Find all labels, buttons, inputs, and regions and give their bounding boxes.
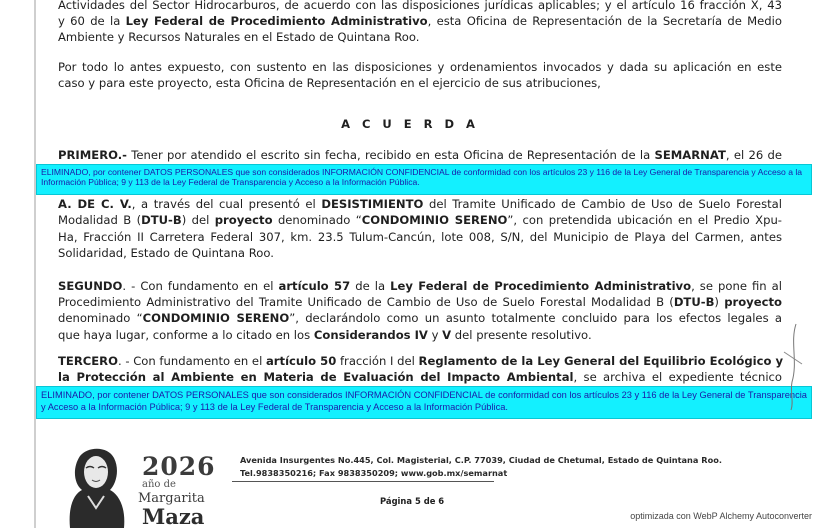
expuesto-line-2: caso y para este proyecto, esta Oficina de Representación en el ejercicio de sus atribuciones,	[58, 76, 601, 90]
intro-line-2: y 60 de la Ley Federal de Procedimiento Administrativo, esta Oficina de Representación de la Secretaría de Medio	[58, 14, 782, 28]
page-number: Página 5 de 6	[380, 496, 445, 506]
pen-mark-icon	[782, 322, 804, 412]
primero-line-2: A. DE C. V., a través del cual presentó el DESISTIMIENTO del Tramite Unificado de Cambio de Uso de Suelo Forestal	[58, 197, 782, 211]
footer-address: Avenida Insurgentes No.445, Col. Magisterial, C.P. 77039, Ciudad de Chetumal, Estado de Quintana Roo.	[240, 455, 722, 465]
footer-contact: Tel.9838350216; Fax 9838350209; www.gob.mx/semarnat	[240, 468, 508, 478]
redaction-box-2: ELIMINADO, por contener DATOS PERSONALES que son considerados INFORMACIÓN CONFIDENCIAL de conformidad con los artículos 23 y 116 de la Ley General de Transparencia y Acceso a la Información Pública; 9 y 113 de la Ley Federal de Transparencia y Acceso a la Información Pública.	[36, 386, 812, 419]
tercero-line-1: TERCERO. - Con fundamento en el artículo 50 fracción I del Reglamento de la Ley General del Equilibrio Ecológico y	[58, 354, 784, 368]
expuesto-line-1: Por todo lo antes expuesto, con sustento en las disposiciones y ordenamientos invocados y dada su aplicación en este	[58, 60, 782, 74]
acuerda-heading: A C U E R D A	[341, 117, 479, 131]
segundo-line-2: Procedimiento Administrativo del Tramite Unificado de Cambio de Uso de Suelo Forestal Modalidad B (DTU-B) proyecto	[58, 295, 782, 309]
primero-line-4: Ha, Fracción II Carretera Federal 307, km. 23.5 Tulum-Cancún, lote 008, S/N, del Municipio de Playa del Carmen, antes	[58, 230, 782, 244]
scan-edge	[34, 0, 36, 528]
segundo-line-3: denominado “CONDOMINIO SERENO”, declarándolo como un asunto totalmente concluido para los efectos legales a	[58, 311, 782, 325]
footer-rule	[232, 481, 494, 482]
logo-ano-de: año de	[142, 479, 176, 490]
intro-line-3: Ambiente y Recursos Naturales en el Estado de Quintana Roo.	[58, 30, 420, 44]
segundo-line-1: SEGUNDO. - Con fundamento en el artículo 57 de la Ley Federal de Procedimiento Administrativo, se pone fin al	[58, 279, 782, 293]
intro-line-1: Actividades del Sector Hidrocarburos, de acuerdo con las disposiciones jurídicas aplicables; y el artículo 16 fracción X, 43	[58, 0, 782, 12]
tercero-line-2: la Protección al Ambiente en Materia de Evaluación del Impacto Ambiental, se archiva el expediente técnico	[58, 370, 783, 384]
primero-line-1: PRIMERO.- Tener por atendido el escrito sin fecha, recibido en esta Oficina de Representación de la SEMARNAT, el 26 de	[58, 148, 782, 162]
segundo-line-4: que haya lugar, conforme a lo citado en los Considerandos IV y V del presente resolutivo.	[58, 328, 592, 342]
logo-year: 2026	[142, 452, 216, 481]
converter-credit: optimizada con WebP Alchemy Autoconverter	[630, 511, 812, 521]
portrait-icon	[56, 446, 136, 528]
primero-line-5: Solidaridad, Estado de Quintana Roo.	[58, 246, 274, 260]
redaction-box-1: ELIMINADO, por contener DATOS PERSONALES que son considerados INFORMACIÓN CONFIDENCIAL de conformidad con los artículos 23 y 116 de la Ley General de Transparencia y Acceso a la Información Pública; 9 y 113 de la Ley Federal de Transparencia y Acceso a la Información Pública.	[36, 164, 812, 195]
logo-name-first: Margarita	[138, 491, 205, 506]
primero-line-3: Modalidad B (DTU-B) del proyecto denominado “CONDOMINIO SERENO”, con pretendida ubicación en el Predio Xpu-	[58, 213, 782, 227]
logo-name-last: Maza	[142, 504, 205, 529]
